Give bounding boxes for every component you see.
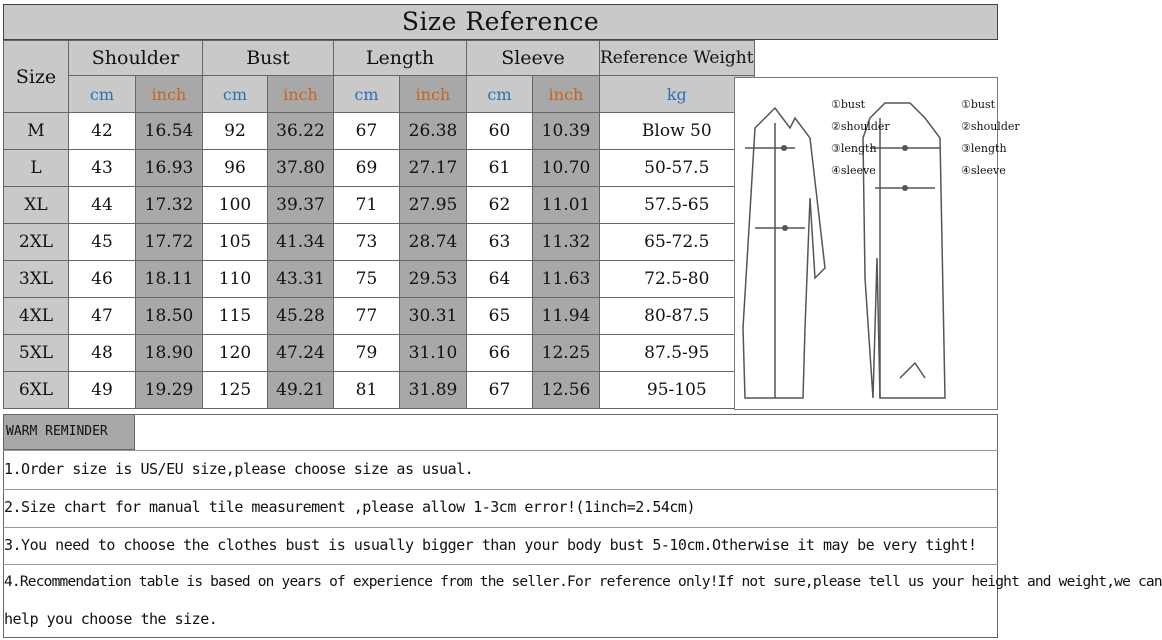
- legend-sleeve: sleeve: [970, 164, 1006, 177]
- bust-in-cell: 43.31: [268, 261, 334, 298]
- size-cell: L: [4, 150, 69, 187]
- length-in-cell: 27.17: [400, 150, 467, 187]
- shoulder-cm-cell: 42: [69, 113, 136, 150]
- shoulder-cm-cell: 44: [69, 187, 136, 224]
- legend-left: ①bust ②shoulder ③length ④sleeve: [831, 98, 890, 177]
- bust-in-cell: 36.22: [268, 113, 334, 150]
- measurement-diagram: [734, 77, 1020, 410]
- sleeve-cm-cell: 61: [467, 150, 533, 187]
- shoulder-in-cell: 16.54: [136, 113, 203, 150]
- shoulder-cm-cell: 48: [69, 335, 136, 372]
- bust-in-cell: 39.37: [268, 187, 334, 224]
- bust-cm-cell: 115: [203, 298, 268, 335]
- table-row: [4, 113, 755, 150]
- weight-header: Reference Weight: [600, 41, 755, 76]
- sleeve-in-cell: 12.56: [533, 372, 600, 409]
- table-row: [4, 150, 755, 187]
- unit-inch: inch: [136, 76, 203, 113]
- size-cell: 4XL: [4, 298, 69, 335]
- reminder-box: [3, 414, 998, 638]
- shoulder-in-cell: 17.32: [136, 187, 203, 224]
- bust-cm-cell: 120: [203, 335, 268, 372]
- bust-in-cell: 37.80: [268, 150, 334, 187]
- weight-cell: 57.5-65: [600, 187, 755, 224]
- size-header: Size: [4, 41, 69, 113]
- reminder-title: WARM REMINDER: [3, 414, 135, 450]
- length-cm-cell: 73: [334, 224, 400, 261]
- length-cm-cell: 69: [334, 150, 400, 187]
- weight-cell: 80-87.5: [600, 298, 755, 335]
- shoulder-cm-cell: 45: [69, 224, 136, 261]
- sleeve-cm-cell: 60: [467, 113, 533, 150]
- shoulder-cm-cell: 46: [69, 261, 136, 298]
- unit-inch: inch: [533, 76, 600, 113]
- sleeve-in-cell: 11.94: [533, 298, 600, 335]
- sleeve-in-cell: 11.01: [533, 187, 600, 224]
- size-cell: 3XL: [4, 261, 69, 298]
- table-row: [4, 298, 755, 335]
- legend-shoulder: shoulder: [840, 120, 890, 133]
- length-in-cell: 31.10: [400, 335, 467, 372]
- legend-sleeve: sleeve: [840, 164, 876, 177]
- sleeve-cm-cell: 67: [467, 372, 533, 409]
- legend-bust: bust: [970, 98, 996, 111]
- bust-in-cell: 41.34: [268, 224, 334, 261]
- weight-cell: Blow 50: [600, 113, 755, 150]
- shoulder-in-cell: 18.11: [136, 261, 203, 298]
- shoulder-in-cell: 16.93: [136, 150, 203, 187]
- reminder-note-2: 2.Size chart for manual tile measurement ,please allow 1-3cm error!(1inch=2.54cm): [4, 498, 695, 516]
- shoulder-header: Shoulder: [69, 41, 203, 76]
- table-row: [4, 187, 755, 224]
- sleeve-cm-cell: 62: [467, 187, 533, 224]
- divider: [3, 527, 998, 528]
- size-cell: M: [4, 113, 69, 150]
- legend-length: length: [840, 142, 877, 155]
- bust-header: Bust: [203, 41, 334, 76]
- size-cell: XL: [4, 187, 69, 224]
- length-cm-cell: 71: [334, 187, 400, 224]
- length-in-cell: 27.95: [400, 187, 467, 224]
- unit-kg: kg: [600, 76, 755, 113]
- bust-cm-cell: 92: [203, 113, 268, 150]
- unit-inch: inch: [400, 76, 467, 113]
- legend-length: length: [970, 142, 1007, 155]
- shoulder-in-cell: 19.29: [136, 372, 203, 409]
- reminder-note-3: 3.You need to choose the clothes bust is usually bigger than your body bust 5-10cm.Otherwise it may be very tight!: [4, 536, 977, 554]
- sleeve-in-cell: 11.32: [533, 224, 600, 261]
- sleeve-header: Sleeve: [467, 41, 600, 76]
- weight-cell: 65-72.5: [600, 224, 755, 261]
- shoulder-cm-cell: 49: [69, 372, 136, 409]
- weight-cell: 95-105: [600, 372, 755, 409]
- weight-cell: 72.5-80: [600, 261, 755, 298]
- length-in-cell: 28.74: [400, 224, 467, 261]
- sleeve-cm-cell: 65: [467, 298, 533, 335]
- length-in-cell: 26.38: [400, 113, 467, 150]
- table-row: [4, 372, 755, 409]
- shoulder-in-cell: 18.50: [136, 298, 203, 335]
- sleeve-in-cell: 10.70: [533, 150, 600, 187]
- legend-bust: bust: [840, 98, 866, 111]
- divider: [3, 564, 998, 565]
- length-cm-cell: 77: [334, 298, 400, 335]
- sleeve-cm-cell: 66: [467, 335, 533, 372]
- page-title: Size Reference: [3, 4, 998, 40]
- unit-cm: cm: [69, 76, 136, 113]
- weight-cell: 87.5-95: [600, 335, 755, 372]
- shoulder-cm-cell: 47: [69, 298, 136, 335]
- reminder-note-4: 4.Recommendation table is based on years of experience from the seller.For reference only!If not sure,please tell us your height and weight,we can: [4, 574, 1162, 590]
- size-cell: 6XL: [4, 372, 69, 409]
- length-cm-cell: 81: [334, 372, 400, 409]
- divider: [3, 450, 998, 451]
- bust-cm-cell: 100: [203, 187, 268, 224]
- sleeve-cm-cell: 63: [467, 224, 533, 261]
- length-cm-cell: 67: [334, 113, 400, 150]
- length-in-cell: 31.89: [400, 372, 467, 409]
- size-cell: 2XL: [4, 224, 69, 261]
- sleeve-in-cell: 10.39: [533, 113, 600, 150]
- bust-cm-cell: 105: [203, 224, 268, 261]
- bust-in-cell: 49.21: [268, 372, 334, 409]
- table-row: [4, 335, 755, 372]
- bust-cm-cell: 96: [203, 150, 268, 187]
- length-in-cell: 30.31: [400, 298, 467, 335]
- size-cell: 5XL: [4, 335, 69, 372]
- length-in-cell: 29.53: [400, 261, 467, 298]
- sleeve-cm-cell: 64: [467, 261, 533, 298]
- length-cm-cell: 79: [334, 335, 400, 372]
- reminder-note-4-cont: help you choose the size.: [4, 610, 218, 628]
- shoulder-cm-cell: 43: [69, 150, 136, 187]
- shoulder-in-cell: 17.72: [136, 224, 203, 261]
- bust-in-cell: 47.24: [268, 335, 334, 372]
- legend-shoulder: shoulder: [970, 120, 1020, 133]
- bust-cm-cell: 110: [203, 261, 268, 298]
- table-row: [4, 261, 755, 298]
- divider: [3, 489, 998, 490]
- length-cm-cell: 75: [334, 261, 400, 298]
- sleeve-in-cell: 11.63: [533, 261, 600, 298]
- reminder-note-1: 1.Order size is US/EU size,please choose size as usual.: [4, 460, 474, 478]
- unit-cm: cm: [203, 76, 268, 113]
- length-header: Length: [334, 41, 467, 76]
- legend-right: ①bust ②shoulder ③length ④sleeve: [961, 98, 1020, 177]
- unit-cm: cm: [334, 76, 400, 113]
- unit-cm: cm: [467, 76, 533, 113]
- weight-cell: 50-57.5: [600, 150, 755, 187]
- size-table: [3, 40, 755, 409]
- sleeve-in-cell: 12.25: [533, 335, 600, 372]
- bust-cm-cell: 125: [203, 372, 268, 409]
- table-row: [4, 224, 755, 261]
- shoulder-in-cell: 18.90: [136, 335, 203, 372]
- unit-inch: inch: [268, 76, 334, 113]
- bust-in-cell: 45.28: [268, 298, 334, 335]
